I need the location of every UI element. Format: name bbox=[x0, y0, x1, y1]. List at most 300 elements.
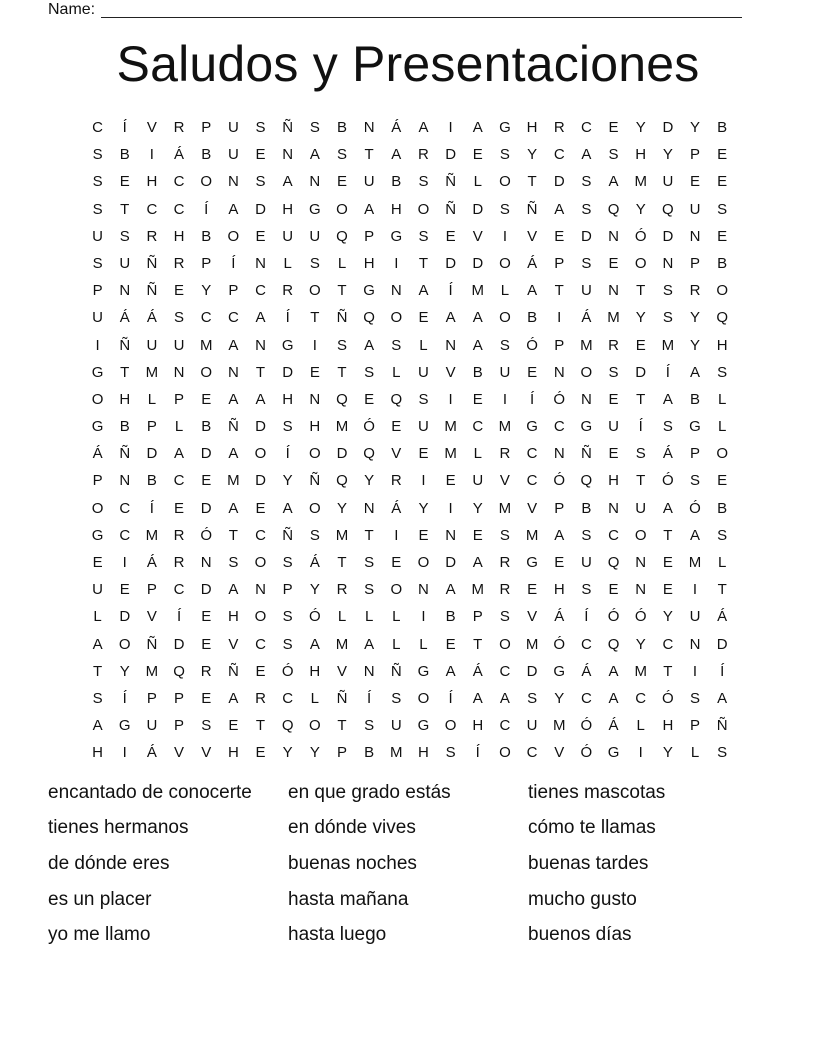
grid-letter[interactable]: S bbox=[581, 254, 592, 272]
grid-letter[interactable]: S bbox=[717, 363, 728, 381]
grid-letter[interactable]: D bbox=[635, 363, 647, 381]
grid-letter[interactable]: O bbox=[716, 282, 728, 300]
grid-letter[interactable]: S bbox=[608, 363, 619, 381]
grid-letter[interactable]: Ó bbox=[607, 608, 620, 626]
grid-letter[interactable]: C bbox=[553, 146, 565, 164]
grid-letter[interactable]: M bbox=[471, 282, 485, 300]
grid-letter[interactable]: A bbox=[391, 146, 402, 164]
grid-letter[interactable]: Á bbox=[146, 744, 157, 762]
grid-letter[interactable]: S bbox=[499, 336, 510, 354]
grid-letter[interactable]: Q bbox=[607, 635, 620, 653]
grid-letter[interactable]: P bbox=[554, 254, 565, 272]
grid-letter[interactable]: S bbox=[309, 526, 320, 544]
grid-letter[interactable]: U bbox=[580, 282, 592, 300]
grid-letter[interactable]: Á bbox=[581, 662, 592, 680]
grid-letter[interactable]: E bbox=[201, 390, 212, 408]
grid-letter[interactable]: H bbox=[553, 581, 565, 599]
grid-letter[interactable]: B bbox=[364, 744, 375, 762]
grid-letter[interactable]: G bbox=[363, 282, 375, 300]
grid-letter[interactable]: H bbox=[282, 390, 294, 408]
grid-letter[interactable]: D bbox=[526, 662, 538, 680]
grid-letter[interactable]: Y bbox=[282, 744, 293, 762]
grid-letter[interactable]: G bbox=[499, 119, 511, 136]
grid-letter[interactable]: E bbox=[472, 390, 483, 408]
grid-letter[interactable]: E bbox=[391, 418, 402, 436]
grid-letter[interactable]: Á bbox=[527, 254, 538, 272]
grid-letter[interactable]: P bbox=[146, 418, 157, 436]
grid-letter[interactable]: A bbox=[472, 554, 483, 571]
grid-letter[interactable]: L bbox=[419, 336, 428, 354]
grid-letter[interactable]: A bbox=[228, 445, 239, 463]
grid-letter[interactable]: S bbox=[662, 282, 673, 300]
grid-letter[interactable]: B bbox=[472, 363, 483, 381]
grid-letter[interactable]: D bbox=[662, 119, 674, 136]
grid-letter[interactable]: Á bbox=[146, 309, 157, 327]
grid-letter[interactable]: Á bbox=[391, 499, 402, 517]
grid-letter[interactable]: O bbox=[390, 581, 403, 599]
grid-letter[interactable]: L bbox=[392, 608, 401, 626]
grid-letter[interactable]: A bbox=[364, 635, 375, 653]
grid-letter[interactable]: U bbox=[363, 173, 375, 191]
grid-letter[interactable]: N bbox=[553, 445, 565, 463]
grid-letter[interactable]: T bbox=[337, 363, 347, 381]
grid-letter[interactable]: D bbox=[282, 363, 294, 381]
grid-letter[interactable]: T bbox=[418, 254, 429, 272]
grid-letter[interactable]: V bbox=[527, 227, 538, 245]
grid-letter[interactable]: N bbox=[200, 554, 212, 571]
grid-letter[interactable]: S bbox=[201, 717, 212, 735]
grid-letter[interactable]: S bbox=[309, 119, 320, 136]
grid-letter[interactable]: N bbox=[309, 390, 321, 408]
grid-letter[interactable]: E bbox=[418, 445, 429, 463]
grid-letter[interactable]: O bbox=[634, 526, 647, 544]
grid-letter[interactable]: R bbox=[608, 336, 619, 354]
grid-letter[interactable]: T bbox=[120, 363, 130, 381]
grid-letter[interactable]: L bbox=[419, 635, 428, 653]
grid-letter[interactable]: Y bbox=[309, 581, 320, 599]
grid-letter[interactable]: M bbox=[227, 472, 240, 490]
grid-letter[interactable]: G bbox=[607, 744, 620, 762]
grid-letter[interactable]: Í bbox=[448, 689, 453, 707]
grid-letter[interactable]: E bbox=[717, 472, 728, 490]
grid-letter[interactable]: N bbox=[445, 336, 457, 354]
grid-letter[interactable]: G bbox=[390, 227, 403, 245]
grid-letter[interactable]: T bbox=[473, 635, 483, 653]
grid-letter[interactable]: O bbox=[499, 309, 511, 327]
grid-letter[interactable]: Ñ bbox=[445, 173, 457, 191]
grid-letter[interactable]: C bbox=[173, 472, 185, 490]
grid-letter[interactable]: Q bbox=[363, 309, 375, 327]
grid-letter[interactable]: N bbox=[445, 526, 457, 544]
grid-letter[interactable]: D bbox=[255, 472, 266, 490]
grid-letter[interactable]: Ó bbox=[689, 499, 701, 517]
grid-letter[interactable]: B bbox=[717, 499, 728, 517]
grid-letter[interactable]: D bbox=[173, 635, 185, 653]
grid-letter[interactable]: C bbox=[282, 689, 294, 707]
grid-letter[interactable]: O bbox=[308, 499, 321, 517]
grid-letter[interactable]: S bbox=[255, 173, 266, 191]
grid-letter[interactable]: E bbox=[255, 744, 266, 762]
grid-letter[interactable]: E bbox=[690, 173, 701, 191]
grid-letter[interactable]: Á bbox=[717, 608, 728, 626]
grid-letter[interactable]: S bbox=[92, 254, 103, 272]
grid-letter[interactable]: M bbox=[688, 554, 702, 571]
grid-letter[interactable]: C bbox=[499, 662, 511, 680]
grid-letter[interactable]: C bbox=[580, 635, 592, 653]
grid-letter[interactable]: Í bbox=[720, 662, 725, 680]
grid-letter[interactable]: R bbox=[173, 254, 185, 272]
grid-letter[interactable]: C bbox=[227, 309, 239, 327]
grid-letter[interactable]: M bbox=[444, 418, 457, 436]
grid-letter[interactable]: H bbox=[716, 336, 728, 354]
grid-letter[interactable]: B bbox=[336, 119, 347, 136]
grid-letter[interactable]: V bbox=[146, 119, 157, 136]
grid-letter[interactable]: U bbox=[390, 717, 402, 735]
grid-letter[interactable]: U bbox=[526, 717, 538, 735]
grid-letter[interactable]: U bbox=[227, 119, 239, 136]
grid-letter[interactable]: E bbox=[445, 227, 456, 245]
grid-letter[interactable]: Ó bbox=[662, 689, 674, 707]
grid-letter[interactable]: U bbox=[92, 581, 103, 599]
grid-letter[interactable]: A bbox=[92, 635, 103, 653]
grid-letter[interactable]: I bbox=[448, 390, 453, 408]
grid-letter[interactable]: B bbox=[527, 309, 538, 327]
grid-letter[interactable]: Q bbox=[607, 200, 620, 218]
grid-letter[interactable]: E bbox=[391, 554, 402, 571]
grid-letter[interactable]: I bbox=[502, 227, 507, 245]
grid-letter[interactable]: I bbox=[122, 744, 127, 762]
grid-letter[interactable]: Y bbox=[690, 119, 701, 136]
grid-letter[interactable]: C bbox=[553, 418, 565, 436]
grid-letter[interactable]: T bbox=[717, 581, 727, 599]
grid-letter[interactable]: Ó bbox=[634, 227, 647, 245]
grid-letter[interactable]: D bbox=[445, 254, 457, 272]
grid-letter[interactable]: R bbox=[173, 526, 185, 544]
grid-letter[interactable]: L bbox=[93, 608, 102, 626]
grid-letter[interactable]: T bbox=[663, 662, 673, 680]
grid-letter[interactable]: Y bbox=[554, 689, 565, 707]
grid-letter[interactable]: M bbox=[607, 309, 620, 327]
grid-letter[interactable]: E bbox=[554, 227, 565, 245]
grid-letter[interactable]: E bbox=[228, 717, 239, 735]
grid-letter[interactable]: S bbox=[499, 146, 510, 164]
grid-letter[interactable]: Q bbox=[336, 390, 348, 408]
grid-letter[interactable]: O bbox=[499, 173, 511, 191]
grid-letter[interactable]: A bbox=[554, 526, 565, 544]
grid-letter[interactable]: Ñ bbox=[336, 309, 348, 327]
grid-letter[interactable]: R bbox=[336, 581, 348, 599]
grid-letter[interactable]: U bbox=[635, 499, 647, 517]
grid-letter[interactable]: E bbox=[635, 336, 646, 354]
grid-letter[interactable]: E bbox=[662, 554, 673, 571]
grid-letter[interactable]: R bbox=[499, 445, 511, 463]
grid-letter[interactable]: B bbox=[201, 418, 212, 436]
grid-letter[interactable]: N bbox=[255, 336, 266, 354]
grid-letter[interactable]: I bbox=[312, 336, 317, 354]
grid-letter[interactable]: A bbox=[282, 173, 293, 191]
grid-letter[interactable]: P bbox=[174, 717, 185, 735]
grid-letter[interactable]: S bbox=[581, 581, 592, 599]
grid-letter[interactable]: P bbox=[554, 499, 565, 517]
grid-letter[interactable]: Í bbox=[285, 309, 290, 327]
grid-letter[interactable]: A bbox=[309, 146, 320, 164]
grid-letter[interactable]: Y bbox=[336, 499, 347, 517]
grid-letter[interactable]: D bbox=[472, 200, 484, 218]
grid-letter[interactable]: Q bbox=[173, 662, 185, 680]
grid-letter[interactable]: D bbox=[336, 445, 348, 463]
grid-letter[interactable]: U bbox=[608, 418, 619, 436]
grid-letter[interactable]: S bbox=[282, 554, 293, 571]
grid-letter[interactable]: Á bbox=[174, 146, 185, 164]
grid-letter[interactable]: R bbox=[146, 227, 158, 245]
grid-letter[interactable]: V bbox=[336, 662, 347, 680]
grid-letter[interactable]: P bbox=[201, 119, 212, 136]
grid-letter[interactable]: E bbox=[201, 689, 212, 707]
grid-letter[interactable]: S bbox=[717, 200, 728, 218]
grid-letter[interactable]: S bbox=[364, 581, 375, 599]
grid-letter[interactable]: M bbox=[335, 526, 349, 544]
grid-letter[interactable]: A bbox=[445, 581, 456, 599]
grid-letter[interactable]: Ó bbox=[662, 472, 674, 490]
grid-letter[interactable]: E bbox=[608, 254, 619, 272]
grid-letter[interactable]: A bbox=[472, 689, 483, 707]
grid-letter[interactable]: I bbox=[421, 472, 426, 490]
grid-letter[interactable]: Q bbox=[336, 472, 348, 490]
grid-letter[interactable]: Ñ bbox=[227, 418, 239, 436]
grid-letter[interactable]: H bbox=[146, 173, 158, 191]
grid-letter[interactable]: Q bbox=[662, 200, 674, 218]
grid-letter[interactable]: N bbox=[689, 227, 701, 245]
grid-letter[interactable]: E bbox=[255, 499, 266, 517]
grid-letter[interactable]: H bbox=[309, 418, 321, 436]
grid-letter[interactable]: A bbox=[255, 390, 266, 408]
grid-letter[interactable]: Í bbox=[122, 689, 127, 707]
grid-letter[interactable]: G bbox=[308, 200, 321, 218]
grid-letter[interactable]: Ó bbox=[553, 472, 566, 490]
grid-letter[interactable]: A bbox=[174, 445, 185, 463]
grid-letter[interactable]: Í bbox=[584, 608, 589, 626]
grid-letter[interactable]: M bbox=[145, 363, 159, 381]
grid-letter[interactable]: D bbox=[200, 499, 212, 517]
grid-letter[interactable]: A bbox=[418, 119, 429, 136]
grid-letter[interactable]: I bbox=[692, 662, 698, 680]
grid-letter[interactable]: C bbox=[92, 119, 103, 136]
grid-letter[interactable]: T bbox=[255, 363, 266, 381]
grid-letter[interactable]: U bbox=[282, 227, 294, 245]
grid-letter[interactable]: A bbox=[472, 336, 483, 354]
grid-letter[interactable]: D bbox=[580, 227, 592, 245]
grid-letter[interactable]: Í bbox=[176, 608, 182, 626]
grid-letter[interactable]: O bbox=[254, 608, 267, 626]
grid-letter[interactable]: I bbox=[394, 254, 399, 272]
grid-letter[interactable]: T bbox=[636, 282, 646, 300]
grid-letter[interactable]: G bbox=[91, 418, 104, 436]
grid-letter[interactable]: T bbox=[337, 282, 347, 300]
grid-letter[interactable]: Y bbox=[690, 309, 701, 327]
grid-letter[interactable]: E bbox=[662, 581, 673, 599]
grid-letter[interactable]: Ñ bbox=[146, 282, 158, 300]
grid-letter[interactable]: D bbox=[200, 445, 212, 463]
grid-letter[interactable]: T bbox=[120, 200, 130, 218]
grid-letter[interactable]: M bbox=[580, 336, 593, 354]
grid-letter[interactable]: P bbox=[690, 146, 701, 164]
grid-letter[interactable]: B bbox=[445, 608, 456, 626]
grid-letter[interactable]: P bbox=[364, 227, 375, 245]
grid-letter[interactable]: C bbox=[526, 744, 538, 762]
grid-letter[interactable]: D bbox=[662, 227, 674, 245]
grid-letter[interactable]: Ó bbox=[553, 390, 566, 408]
grid-letter[interactable]: E bbox=[418, 309, 429, 327]
grid-letter[interactable]: O bbox=[390, 309, 403, 327]
grid-letter[interactable]: M bbox=[552, 717, 566, 735]
grid-letter[interactable]: A bbox=[418, 282, 429, 300]
grid-letter[interactable]: G bbox=[91, 526, 104, 544]
grid-letter[interactable]: H bbox=[92, 744, 103, 762]
grid-letter[interactable]: V bbox=[527, 499, 538, 517]
grid-letter[interactable]: M bbox=[525, 526, 539, 544]
grid-letter[interactable]: O bbox=[499, 744, 511, 762]
grid-letter[interactable]: C bbox=[173, 200, 185, 218]
grid-letter[interactable]: M bbox=[661, 336, 675, 354]
grid-letter[interactable]: Y bbox=[662, 608, 673, 626]
grid-letter[interactable]: A bbox=[282, 499, 293, 517]
grid-letter[interactable]: B bbox=[391, 173, 402, 191]
grid-letter[interactable]: Y bbox=[364, 472, 375, 490]
grid-letter[interactable]: N bbox=[608, 499, 619, 517]
grid-letter[interactable]: Í bbox=[149, 499, 154, 517]
grid-letter[interactable]: N bbox=[255, 581, 266, 599]
grid-letter[interactable]: Í bbox=[475, 744, 480, 762]
grid-letter[interactable]: T bbox=[310, 309, 320, 327]
grid-letter[interactable]: A bbox=[228, 200, 239, 218]
grid-letter[interactable]: S bbox=[690, 689, 701, 707]
grid-letter[interactable]: E bbox=[608, 445, 619, 463]
grid-letter[interactable]: P bbox=[146, 689, 157, 707]
grid-letter[interactable]: Y bbox=[662, 744, 673, 762]
grid-letter[interactable]: Q bbox=[607, 554, 620, 571]
grid-letter[interactable]: T bbox=[337, 717, 347, 735]
grid-letter[interactable]: M bbox=[390, 744, 403, 762]
grid-letter[interactable]: S bbox=[527, 689, 538, 707]
grid-letter[interactable]: P bbox=[472, 608, 483, 626]
grid-letter[interactable]: S bbox=[418, 173, 429, 191]
grid-letter[interactable]: H bbox=[173, 227, 185, 245]
grid-letter[interactable]: C bbox=[255, 282, 266, 300]
grid-letter[interactable]: C bbox=[255, 635, 266, 653]
grid-letter[interactable]: S bbox=[92, 173, 103, 191]
grid-letter[interactable]: E bbox=[472, 526, 483, 544]
grid-letter[interactable]: C bbox=[119, 526, 131, 544]
grid-letter[interactable]: I bbox=[502, 390, 507, 408]
grid-letter[interactable]: Í bbox=[448, 282, 453, 300]
grid-letter[interactable]: C bbox=[173, 581, 185, 599]
grid-letter[interactable]: O bbox=[336, 200, 348, 218]
grid-letter[interactable]: N bbox=[309, 173, 321, 191]
grid-letter[interactable]: R bbox=[689, 282, 701, 300]
grid-letter[interactable]: P bbox=[146, 581, 157, 599]
grid-letter[interactable]: Y bbox=[201, 282, 212, 300]
grid-letter[interactable]: O bbox=[227, 227, 240, 245]
grid-letter[interactable]: Ñ bbox=[227, 662, 239, 680]
grid-letter[interactable]: Í bbox=[665, 363, 670, 381]
grid-letter[interactable]: D bbox=[445, 554, 457, 571]
grid-letter[interactable]: N bbox=[227, 363, 239, 381]
grid-letter[interactable]: E bbox=[336, 173, 347, 191]
grid-letter[interactable]: O bbox=[580, 363, 593, 381]
grid-letter[interactable]: S bbox=[309, 254, 320, 272]
grid-letter[interactable]: N bbox=[635, 581, 647, 599]
grid-letter[interactable]: O bbox=[200, 173, 213, 191]
grid-letter[interactable]: C bbox=[472, 418, 484, 436]
grid-letter[interactable]: Y bbox=[418, 499, 429, 517]
grid-letter[interactable]: Y bbox=[635, 309, 646, 327]
grid-letter[interactable]: A bbox=[445, 309, 456, 327]
grid-letter[interactable]: Y bbox=[309, 744, 320, 762]
grid-letter[interactable]: H bbox=[390, 200, 402, 218]
grid-letter[interactable]: T bbox=[337, 554, 347, 571]
grid-letter[interactable]: S bbox=[499, 200, 510, 218]
grid-letter[interactable]: Q bbox=[363, 445, 375, 463]
grid-letter[interactable]: N bbox=[119, 282, 131, 300]
grid-letter[interactable]: I bbox=[448, 119, 453, 136]
grid-letter[interactable]: S bbox=[635, 445, 646, 463]
grid-letter[interactable]: V bbox=[445, 363, 456, 381]
grid-letter[interactable]: Ó bbox=[308, 608, 321, 626]
grid-letter[interactable]: I bbox=[421, 608, 426, 626]
grid-letter[interactable]: S bbox=[608, 146, 619, 164]
grid-letter[interactable]: A bbox=[608, 173, 619, 191]
grid-letter[interactable]: Ó bbox=[553, 635, 566, 653]
grid-letter[interactable]: Á bbox=[309, 554, 320, 571]
grid-letter[interactable]: U bbox=[146, 336, 158, 354]
grid-letter[interactable]: P bbox=[690, 445, 701, 463]
grid-letter[interactable]: S bbox=[418, 227, 429, 245]
grid-letter[interactable]: T bbox=[364, 146, 374, 164]
grid-letter[interactable]: D bbox=[255, 200, 266, 218]
grid-letter[interactable]: Ñ bbox=[282, 119, 294, 136]
grid-letter[interactable]: A bbox=[228, 581, 239, 599]
grid-letter[interactable]: C bbox=[662, 635, 674, 653]
grid-letter[interactable]: G bbox=[118, 717, 131, 735]
grid-letter[interactable]: R bbox=[255, 689, 266, 707]
grid-letter[interactable]: T bbox=[255, 717, 266, 735]
grid-letter[interactable]: B bbox=[690, 390, 701, 408]
grid-letter[interactable]: L bbox=[174, 418, 184, 436]
grid-letter[interactable]: U bbox=[92, 309, 103, 327]
grid-letter[interactable]: N bbox=[390, 282, 402, 300]
grid-letter[interactable]: A bbox=[309, 635, 320, 653]
grid-letter[interactable]: N bbox=[173, 363, 185, 381]
grid-letter[interactable]: M bbox=[525, 635, 539, 653]
grid-letter[interactable]: N bbox=[282, 146, 294, 164]
grid-letter[interactable]: A bbox=[472, 119, 483, 136]
grid-letter[interactable]: E bbox=[717, 173, 728, 191]
grid-letter[interactable]: B bbox=[201, 146, 212, 164]
grid-letter[interactable]: L bbox=[337, 254, 347, 272]
grid-letter[interactable]: L bbox=[718, 418, 727, 436]
grid-letter[interactable]: V bbox=[174, 744, 185, 762]
grid-letter[interactable]: Á bbox=[92, 445, 103, 463]
grid-letter[interactable]: E bbox=[255, 227, 266, 245]
grid-letter[interactable]: S bbox=[391, 336, 402, 354]
grid-letter[interactable]: P bbox=[174, 689, 185, 707]
grid-letter[interactable]: E bbox=[472, 146, 483, 164]
grid-letter[interactable]: S bbox=[255, 119, 266, 136]
grid-letter[interactable]: U bbox=[309, 227, 321, 245]
grid-letter[interactable]: Ñ bbox=[390, 662, 402, 680]
grid-letter[interactable]: A bbox=[472, 309, 483, 327]
grid-letter[interactable]: B bbox=[717, 254, 728, 272]
